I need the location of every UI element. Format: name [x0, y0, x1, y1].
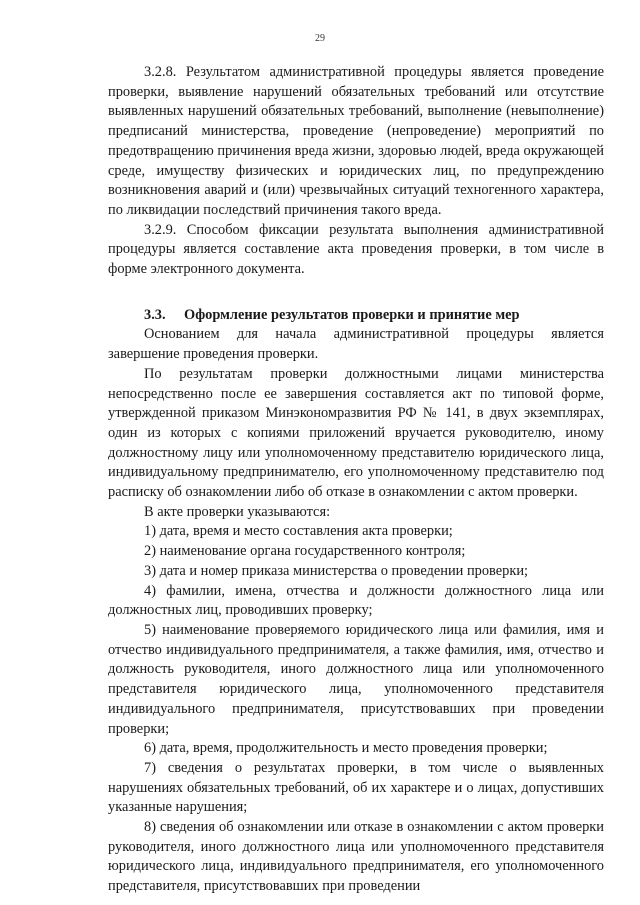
list-item: 6) дата, время, продолжительность и место проведения проверки;: [144, 740, 548, 757]
section-heading-title: Оформление результатов проверки и принятие мер: [184, 306, 520, 323]
list-item: 7) сведения о результатах проверки, в том числе о выявленных нарушениях обязательных требований, об их характере и о лицах, допустивших указанные нарушения;: [108, 759, 604, 816]
section-heading-number: 3.3.: [144, 306, 166, 323]
paragraph-act-contents-intro: В акте проверки указываются:: [144, 503, 331, 520]
list-item: 5) наименование проверяемого юридического лица или фамилия, имя и отчество индивидуального предпринимателя, а также фамилия, имя, отчество и должность руководителя, иного должностного лица или уполномоченного представителя юридического лица, уполномоченного представителя индивидуального предпринимателя, присутствовавших при проведении проверки;: [108, 621, 604, 737]
paragraph-3-2-8: 3.2.8. Результатом административной процедуры является проведение проверки, выявление нарушений обязательных требований или отсутствие выявленных нарушений обязательных требований, выполнение (невыполнение) предписаний министерства, проведение (непроведение) мероприятий по предотвращению причинения вреда жизни, здоровью людей, вреда окружающей среде, имуществу физических и юридических лиц, по предупреждению возникновения аварий и (или) чрезвычайных ситуаций техногенного характера, по ликвидации последствий причинения такого вреда.: [108, 64, 604, 218]
list-item: 8) сведения об ознакомлении или отказе в ознакомлении с актом проверки руководителя, иного должностного лица или уполномоченного представителя юридического лица, индивидуального предпринимателя, его уполномоченного представителя, присутствовавших при проведении: [108, 819, 604, 895]
paragraph-3-2-9: 3.2.9. Способом фиксации результата выполнения административной процедуры является составление акта проведения проверки, в том числе в форме электронного документа.: [108, 221, 604, 278]
list-item: 3) дата и номер приказа министерства о проведении проверки;: [144, 562, 529, 579]
list-item: 4) фамилии, имена, отчества и должности должностного лица или должностных лиц, проводивших проверку;: [108, 582, 604, 619]
list-item: 2) наименование органа государственного контроля;: [144, 543, 466, 560]
page-number: 29: [315, 33, 325, 44]
paragraph-basis: Основанием для начала административной процедуры является завершение проведения проверки.: [108, 326, 604, 363]
document-body: [108, 63, 604, 897]
list-item: 1) дата, время и место составления акта проверки;: [144, 523, 453, 540]
section-heading: [108, 306, 604, 326]
paragraph-act-drafting: По результатам проверки должностными лицами министерства непосредственно после ее завершения составляется акт по типовой форме, утвержденной приказом Минэкономразвития РФ № 141, в двух экземплярах, один из которых с копиями приложений вручается руководителю, иному должностному лицу или уполномоченному представителю юридического лица, индивидуальному предпринимателю, его уполномоченному представителю под расписку об ознакомлении либо об отказе в ознакомлении с актом проверки.: [108, 365, 604, 501]
